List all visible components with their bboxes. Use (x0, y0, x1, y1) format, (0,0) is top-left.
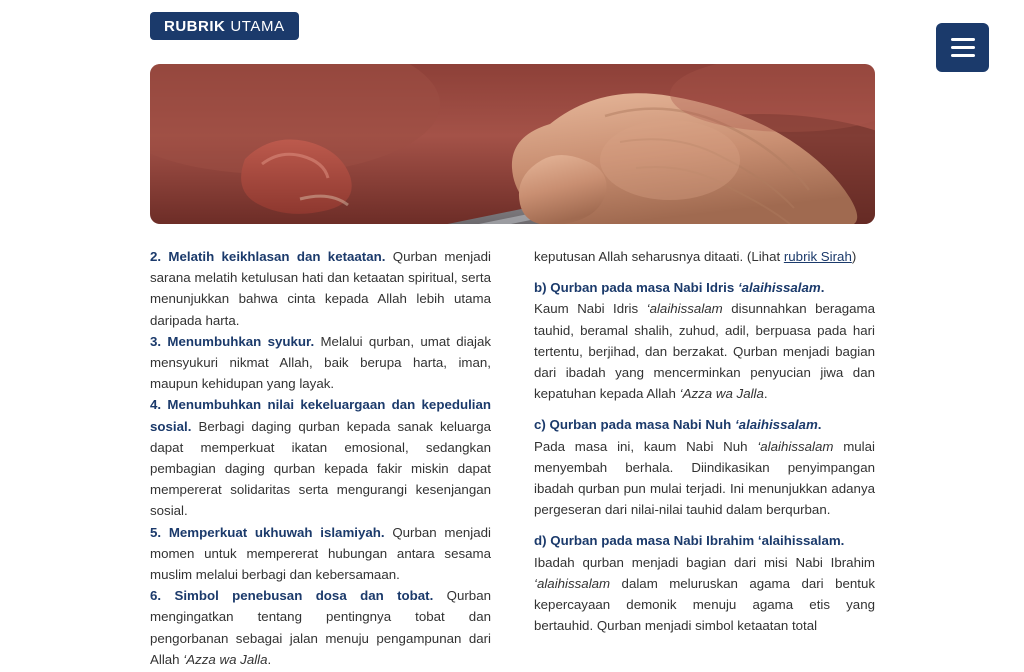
section-heading-italic: ‘alaihissalam (734, 417, 818, 433)
list-item-lead: 4. Menumbuhkan nilai kekeluargaan dan kepedulian sosial. (150, 397, 491, 434)
section-heading-end: . (840, 533, 845, 549)
article-body (150, 246, 875, 670)
site-header (0, 0, 1024, 60)
section-body-start: Pada masa ini, kaum Nabi Nuh (534, 438, 758, 454)
list-item-italic: ‘Azza wa Jalla (183, 651, 268, 667)
section-body (534, 436, 875, 521)
site-logo[interactable] (150, 12, 299, 40)
menu-bar-1 (951, 38, 975, 41)
list-item-body: Qurban mengingatkan tentang pentingnya tobat dan pengorbanan sebagai jalan menuju pengampunan dari Allah (150, 588, 491, 667)
list-item-lead: 3. Menumbuhkan syukur. (150, 333, 315, 349)
section-body-mid: disunnahkan beragama tauhid, beramal shalih, zuhud, adil, berpuasa pada hari tertentu, berjihad, dan berzakat. Qurban menjadi bagian dari ibadah yang mencerminkan penyucian jiwa dan kepatuhan kepada Allah (534, 301, 875, 402)
logo-secondary-text: UTAMA (230, 17, 285, 35)
article-hero-image (150, 64, 875, 224)
section-heading-end: . (820, 280, 825, 296)
section-heading-text: d) Qurban pada masa Nabi Ibrahim ‘alaihissalam (534, 533, 841, 549)
list-item (150, 522, 491, 586)
section-heading (534, 414, 875, 435)
article-left-column (150, 246, 491, 670)
section-body (534, 552, 875, 637)
menu-bar-3 (951, 54, 975, 57)
list-item (150, 246, 491, 331)
continued-close: ) (851, 249, 857, 264)
list-item-body: Qurban menjadi sarana melatih ketulusan hati dan ketaatan spiritual, serta menunjukkan bahwa cinta kepada Allah lebih utama daripada harta. (150, 249, 491, 328)
section-heading (534, 530, 875, 551)
section-heading-text: c) Qurban pada masa Nabi Nuh (534, 417, 735, 433)
section-body (534, 298, 875, 404)
section-body-italic: ‘alaihissalam (646, 301, 723, 317)
article-right-column (534, 246, 875, 670)
logo-primary-text: RUBRIK (164, 17, 226, 35)
section-body-italic: ‘alaihissalam (757, 438, 834, 454)
section-body-start: Kaum Nabi Idris (534, 301, 647, 317)
section-body-italic: ‘alaihissalam (534, 575, 611, 591)
hamburger-menu-icon[interactable] (936, 23, 989, 72)
rubrik-sirah-link[interactable]: rubrik Sirah (783, 249, 852, 264)
list-item-lead: 5. Memperkuat ukhuwah islamiyah. (150, 524, 385, 540)
list-item-lead: 2. Melatih keikhlasan dan ketaatan. (150, 249, 386, 264)
continued-paragraph (534, 246, 875, 267)
list-item-body: Melalui qurban, umat diajak mensyukuri nikmat Allah, baik berupa harta, iman, maupun kehidupan yang layak. (150, 333, 491, 392)
list-item-lead: 6. Simbol penebusan dosa dan tobat. (150, 588, 434, 604)
list-item (150, 585, 491, 670)
section-body-end: . (763, 386, 768, 402)
list-item (150, 331, 491, 395)
section-body-italic-2: ‘Azza wa Jalla (679, 386, 764, 402)
section-heading-text: b) Qurban pada masa Nabi Idris (534, 280, 738, 296)
section-body-mid: dalam meluruskan agama dari bentuk kepercayaan demonik menuju agama etis yang bertauhid. Qurban menjadi simbol ketaatan total (534, 575, 875, 634)
section-heading (534, 277, 875, 298)
list-item-body: Qurban menjadi momen untuk mempererat hubungan antara sesama muslim melalui berbagi dan kebersamaan. (150, 524, 491, 583)
hero-illustration (150, 64, 875, 224)
section-heading-end: . (817, 417, 822, 433)
section-body-start: Ibadah qurban menjadi bagian dari misi Nabi Ibrahim (534, 554, 875, 570)
list-item-body: Berbagi daging qurban kepada sanak keluarga dapat memperkuat ikatan emosional, sedangkan pembagian daging qurban kepada fakir miskin dapat mempererat solidaritas serta mengurangi kesenjangan sosial. (150, 418, 491, 519)
section-heading-italic: ‘alaihissalam (737, 280, 821, 296)
list-item-body-end: . (267, 651, 272, 667)
continued-text: keputusan Allah seharusnya ditaati. (Lihat (534, 249, 784, 264)
menu-bar-2 (951, 46, 975, 49)
list-item (150, 394, 491, 521)
section-body-mid: mulai menyembah berhala. Diindikasikan penyimpangan ibadah qurban pun mulai terjadi. Ini menunjukkan adanya pergeseran dari nilai-nilai tauhid dalam berqurban. (534, 438, 875, 518)
